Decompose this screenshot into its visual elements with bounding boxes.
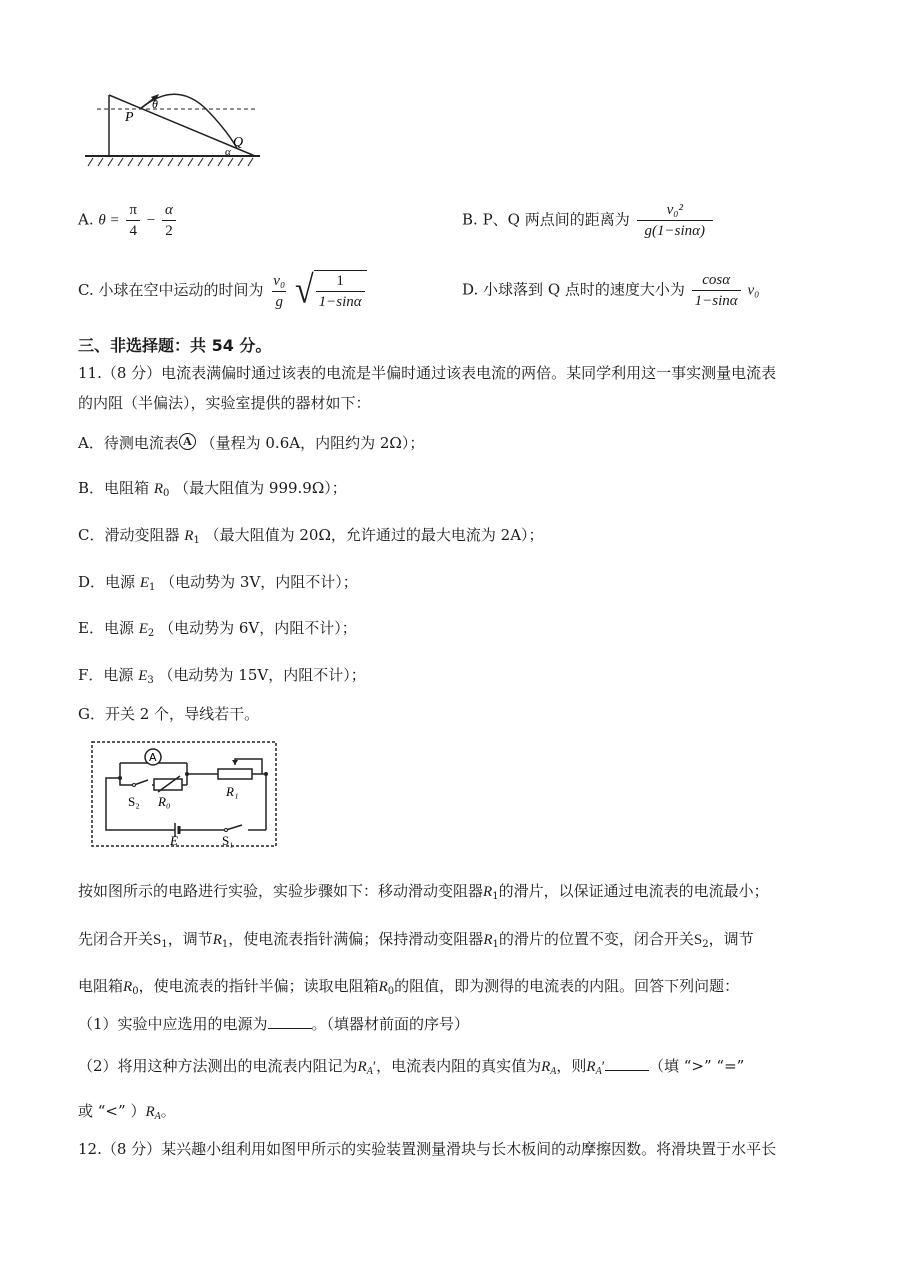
label-r1: R₁: [226, 784, 239, 799]
fraction-distance: $\frac{\text{v₀²}}{g(1-\sin\alpha)}$: [637, 200, 714, 241]
fraction-v0-g: $\frac{\text{v₀}}{g}$: [273, 272, 286, 310]
option-a-label: A.: [78, 210, 94, 229]
q11-intro-line2: 的内阻（半偏法），实验室提供的器材如下：: [78, 394, 371, 412]
incline-projectile-figure: [85, 88, 265, 170]
item-e: E．电源 $E_2$ （电动势为 6V，内阻不计）；: [78, 619, 357, 639]
section-title: 三、非选择题：共 54 分。: [78, 336, 272, 355]
item-f: F．电源 $E_3$ （电动势为 15V，内阻不计）；: [78, 666, 366, 686]
circuit-diagram: [90, 740, 280, 850]
option-c: [78, 270, 367, 312]
option-a: A. θ = $\frac{\pi}{4}$ − $\frac{\alpha}{2}$: [78, 200, 178, 241]
option-b: [462, 200, 715, 241]
fraction-alpha-2: $\frac{\alpha}{2}$: [162, 200, 176, 241]
square-root: √ $\frac{1}{1-\sin\alpha}$: [295, 270, 367, 312]
sub-question-2: （2）将用这种方法测出的电流表内阻记为$R_A'$，电流表内阻的真实值为$R_A$，则$R_A'$ （填 “>” “=”: [78, 1057, 745, 1077]
answer-blank-2[interactable]: [605, 1056, 649, 1071]
item-d: D．电源 $E_1$ （电动势为 3V，内阻不计）；: [78, 573, 358, 593]
answer-blank-1[interactable]: [268, 1014, 312, 1029]
item-b: B．电阻箱 $R_0$ （最大阻值为 999.9Ω）；: [78, 479, 347, 499]
ground-hatch: [88, 158, 253, 166]
option-c-label: C.: [78, 281, 94, 299]
svg-text:A: A: [149, 751, 157, 764]
option-d-label: D.: [462, 280, 479, 299]
steps-line2: 先闭合开关$S_1$，调节$R_1$，使电流表指针满偏；保持滑动变阻器$R_1$的滑片的位置不变，闭合开关$S_2$，调节: [78, 930, 754, 950]
q12-intro: 12.（8 分）某兴趣小组利用如图甲所示的实验装置测量滑块与长木板间的动摩擦因数。将滑块置于水平长: [78, 1140, 777, 1158]
sub-question-2-cont: 或 “<” ）$R_A$。: [78, 1102, 176, 1122]
label-p: P: [125, 110, 134, 125]
item-c: C．滑动变阻器 $R_1$ （最大阻值为 20Ω，允许通过的最大电流为 2A）；: [78, 526, 544, 546]
label-theta: θ: [152, 97, 158, 111]
option-d-text: 小球落到 Q 点时的速度大小为: [483, 280, 685, 299]
sub-question-1: （1）实验中应选用的电源为 。（填器材前面的序号）: [78, 1015, 470, 1033]
item-g: G．开关 2 个，导线若干。: [78, 705, 260, 723]
option-c-text: 小球在空中运动的时间为: [98, 281, 264, 299]
label-e: E: [170, 833, 178, 848]
option-d: D. 小球落到 Q 点时的速度大小为 $\frac{\cos\alpha}{1-\sin\alpha}$ v₀: [462, 272, 760, 309]
option-b-text: P、Q 两点间的距离为: [482, 210, 630, 229]
q11-intro-line1: 11.（8 分）电流表满偏时通过该表的电流是半偏时通过该表电流的两倍。某同学利用这一事实测量电流表: [78, 364, 777, 382]
label-q: Q: [233, 135, 244, 150]
fraction-cos: $\frac{\cos\alpha}{1-\sin\alpha}$: [692, 270, 741, 311]
ammeter-icon: A: [179, 433, 196, 450]
slider-arrow-icon: [232, 760, 238, 765]
item-a: A．待测电流表 A （量程为 0.6A，内阻约为 2Ω）；: [78, 434, 425, 452]
option-a-lhs: θ =: [98, 212, 120, 229]
steps-line1: 按如图所示的电路进行实验，实验步骤如下：移动滑动变阻器$R_1$的滑片，以保证通过电流表的电流最小；: [78, 882, 769, 902]
label-alpha: α: [225, 146, 231, 158]
steps-line3: 电阻箱$R_0$，使电流表的指针半偏；读取电阻箱$R_0$的阻值，即为测得的电流表的内阻。回答下列问题：: [78, 977, 740, 997]
label-s2: S₂: [128, 794, 140, 809]
label-r0: R₀: [158, 794, 171, 809]
option-b-label: B.: [462, 210, 478, 229]
label-s1: S₁: [222, 833, 234, 848]
fraction-pi-4: $\frac{\pi}{4}$: [126, 200, 140, 241]
